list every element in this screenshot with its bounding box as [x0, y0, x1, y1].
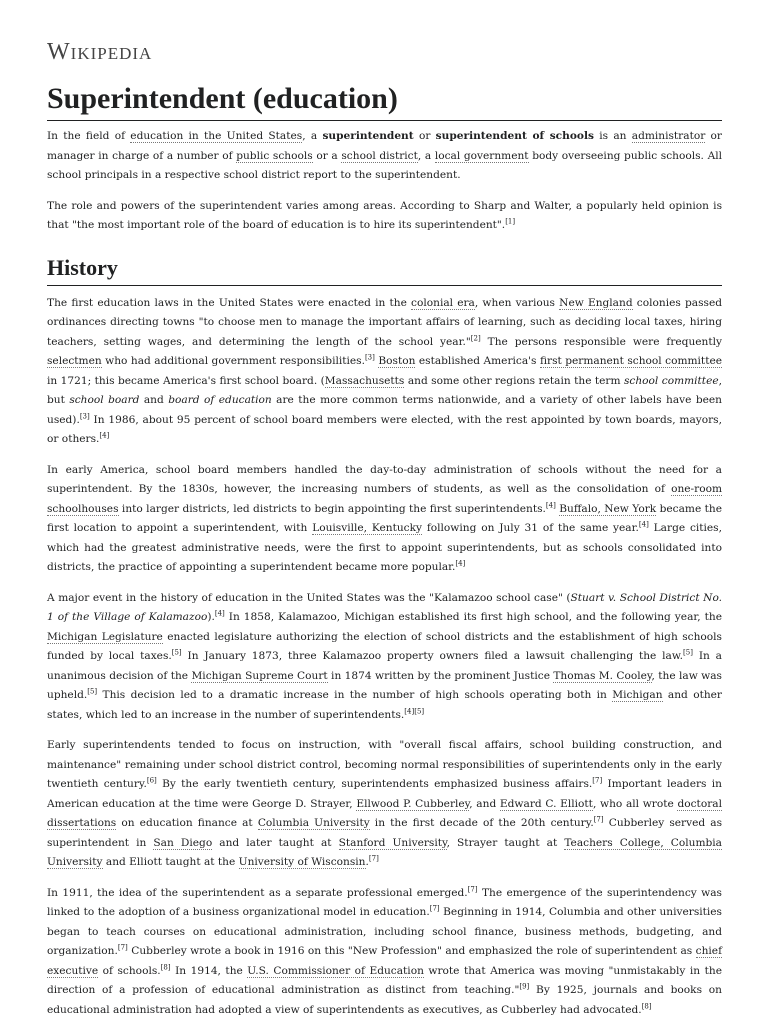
text: In 1986, about 95 percent of school board members were elected, with the rest appointed by town boards, mayors, or others. — [47, 413, 722, 445]
link-school-district[interactable]: school district — [341, 149, 418, 162]
text: enacted legislature authorizing the election of school districts and the establishment of high schools funded by local taxes. — [47, 630, 722, 662]
text: Early superintendents tended to focus on instruction, with "overall fiscal affairs, school building construction, and maintenance" remaining under school district control, becoming normal responsibilities of superintendents only in the early twentieth century. — [47, 739, 722, 790]
text: is an — [593, 130, 632, 142]
history-paragraph-2 — [47, 461, 722, 578]
italic-term: school committee — [623, 374, 719, 387]
text: and some other regions retain the term — [404, 374, 624, 387]
text: The role and powers of the superintendent varies among areas. According to Sharp and Walter, a popularly held opinion is that "the most important role of the board of education is to hire its superintendent". — [47, 199, 722, 231]
text: . — [365, 856, 369, 868]
text: or a — [312, 149, 342, 162]
citation[interactable]: [1] — [505, 217, 516, 226]
link-boston[interactable]: Boston — [378, 355, 416, 367]
citation[interactable]: [4] — [455, 559, 466, 568]
text: , but — [47, 374, 722, 406]
citation[interactable]: [4] — [99, 431, 110, 440]
text: , the law was upheld. — [47, 669, 722, 701]
citation[interactable]: [4] — [638, 520, 649, 529]
citation[interactable]: [7] — [592, 776, 603, 785]
link-michigan[interactable]: Michigan — [612, 689, 663, 701]
text: , and — [469, 797, 500, 810]
text: In 1858, Kalamazoo, Michigan established its first high school, and the following year, the — [224, 611, 723, 623]
link-stanford-university[interactable]: Stanford University — [338, 836, 447, 849]
citation[interactable]: [5] — [683, 648, 693, 657]
link-doctoral-dissertations[interactable]: doctoral dissertations — [47, 797, 722, 829]
text: into larger districts, led districts to begin appointing the first superintendents. — [118, 502, 546, 515]
text: , a — [417, 149, 435, 162]
link-university-of-wisconsin[interactable]: University of Wisconsin — [238, 856, 366, 868]
link-administrator[interactable]: administrator — [631, 130, 706, 142]
history-paragraph-5 — [47, 884, 722, 1021]
italic-term: school board — [69, 394, 140, 406]
text: The persons responsible were frequently — [480, 335, 723, 348]
text: In the field of — [47, 130, 131, 142]
text: of schools. — [98, 964, 161, 977]
text: colonies passed ordinances directing towns "to choose men to manage the important affairs of learning, such as deciding local taxes, hiring teachers, setting wages, and determining the length of the school year." — [47, 296, 722, 348]
text: Cubberley wrote a book in 1916 on this "New Profession" and emphasized the role of superintendent as — [127, 945, 696, 957]
text: , who all wrote — [592, 797, 678, 810]
text: established America's — [415, 355, 540, 367]
bold-term-superintendent: superintendent — [322, 130, 414, 142]
text: are the more common terms nationwide, and a variety of other labels have been used). — [47, 394, 723, 426]
link-one-room-schoolhouses[interactable]: one-room schoolhouses — [47, 483, 722, 515]
link-selectmen[interactable]: selectmen — [47, 355, 102, 367]
link-louisville-kentucky[interactable]: Louisville, Kentucky — [312, 522, 423, 534]
text: in 1721; this became America's first school board. ( — [47, 374, 325, 387]
wikipedia-logo[interactable]: Wikipedia — [47, 39, 153, 65]
citation[interactable]: [8] — [641, 1001, 652, 1010]
text: body overseeing public schools. All school principals in a respective school district report to the superintendent. — [47, 149, 722, 181]
link-teachers-college[interactable]: Teachers College, Columbia University — [47, 836, 722, 868]
citation[interactable]: [7] — [117, 943, 128, 952]
text: The first education laws in the United States were enacted in the — [47, 296, 412, 309]
text: ). — [207, 611, 215, 623]
text: wrote that America was moving "unmistakably in the direction of a profession of educational administration as distinct from teaching." — [47, 964, 722, 996]
text: Important leaders in American education at the time were George D. Strayer, — [47, 778, 722, 810]
bold-term-superintendent-of-schools: superintendent of schools — [435, 130, 594, 142]
citation[interactable]: [5] — [87, 687, 98, 696]
page-title: Superintendent (education) — [47, 82, 722, 121]
text: , when various — [474, 296, 560, 309]
text: This decision led to a dramatic increase in the number of high schools operating both in — [97, 689, 613, 701]
link-new-england[interactable]: New England — [559, 296, 633, 309]
link-michigan-legislature[interactable]: Michigan Legislature — [47, 630, 163, 643]
link-michigan-supreme-court[interactable]: Michigan Supreme Court — [191, 669, 328, 682]
text: , Strayer taught at — [446, 836, 565, 849]
citation[interactable]: [2] — [470, 333, 481, 342]
link-education-in-the-united-states[interactable]: education in the United States — [130, 130, 303, 142]
text: By the early twentieth century, superintendents emphasized business affairs. — [156, 778, 593, 790]
text: became the first location to appoint a superintendent, with — [47, 502, 723, 534]
text: Large cities, which had the greatest administrative needs, were the first to appoint superintendents, but as schools consolidated into districts, the practice of appointing a superintendent became more popular. — [47, 522, 722, 573]
link-edward-c-elliott[interactable]: Edward C. Elliott — [499, 797, 593, 810]
citation[interactable]: [5] — [171, 648, 182, 657]
link-san-diego[interactable]: San Diego — [153, 836, 213, 849]
link-ellwood-p-cubberley[interactable]: Ellwood P. Cubberley — [356, 797, 470, 810]
citation[interactable]: [4] — [404, 706, 415, 715]
history-paragraph-4 — [47, 736, 722, 873]
intro-paragraph-1 — [47, 127, 722, 186]
citation[interactable]: [7] — [467, 884, 478, 893]
link-thomas-m-cooley[interactable]: Thomas M. Cooley — [553, 669, 652, 682]
link-colonial-era[interactable]: colonial era — [411, 296, 475, 309]
text: In 1914, the — [170, 964, 248, 977]
text: and — [139, 394, 169, 406]
link-us-commissioner-of-education[interactable]: U.S. Commissioner of Education — [247, 964, 424, 977]
link-buffalo-new-york[interactable]: Buffalo, New York — [559, 502, 657, 515]
text: and other states, which led to an increase in the number of superintendents. — [47, 689, 722, 721]
citation[interactable]: [7] — [429, 904, 440, 913]
link-local-government[interactable]: local government — [434, 149, 529, 162]
citation[interactable]: [4] — [545, 500, 556, 509]
citation[interactable]: [8] — [160, 962, 171, 971]
text: and later taught at — [212, 836, 339, 849]
history-paragraph-1 — [47, 294, 722, 450]
text: in 1874 written by the prominent Justice — [327, 669, 554, 682]
citation[interactable]: [3] — [364, 353, 375, 362]
citation[interactable]: [7] — [368, 854, 379, 863]
link-columbia-university[interactable]: Columbia University — [257, 817, 370, 829]
text: In a unanimous decision of the — [47, 650, 722, 682]
link-massachusetts[interactable]: Massachusetts — [324, 374, 405, 387]
text: who had additional government responsibilities. — [101, 355, 365, 367]
link-first-permanent-school-committee[interactable]: first permanent school committee — [539, 355, 722, 367]
section-heading-history: History — [47, 254, 722, 286]
text: In 1911, the idea of the superintendent as a separate professional emerged. — [47, 886, 468, 899]
history-paragraph-3 — [47, 589, 722, 726]
link-public-schools[interactable]: public schools — [236, 149, 313, 162]
text: on education finance at — [116, 817, 258, 829]
text: following on July 31 of the same year. — [422, 522, 639, 534]
text: , a — [302, 130, 323, 142]
text: or manager in charge of a number of — [47, 130, 722, 162]
intro-paragraph-2 — [47, 197, 722, 236]
text: In January 1873, three Kalamazoo property owners filed a lawsuit challenging the law. — [181, 650, 684, 662]
italic-case-name: Stuart v. School District No. 1 of the Village of Kalamazoo — [47, 591, 722, 623]
citation[interactable]: [3] — [79, 411, 90, 420]
text: or — [413, 130, 436, 142]
text: Cubberley served as superintendent in — [47, 817, 723, 849]
citation[interactable]: [7] — [593, 815, 604, 824]
text: A major event in the history of education in the United States was the "Kalamazoo school case" ( — [47, 591, 571, 604]
link-chief-executive[interactable]: chief executive — [47, 945, 722, 977]
citation[interactable]: [5] — [414, 706, 425, 715]
text: and Elliott taught at the — [102, 856, 239, 868]
italic-term: board of education — [168, 394, 272, 406]
text: Beginning in 1914, Columbia and other universities began to teach courses on educational administration, including school finance, business methods, budgeting, and organization. — [47, 906, 722, 957]
citation[interactable]: [9] — [519, 982, 530, 991]
text: In early America, school board members handled the day-to-day administration of schools without the need for a superintendent. By the 1830s, however, the increasing numbers of students, as well as the consolidation of — [47, 463, 722, 495]
text: The emergence of the superintendency was linked to the adoption of a business organizational model in education. — [47, 886, 722, 918]
text: in the first decade of the 20th century. — [369, 817, 594, 829]
citation[interactable]: [4] — [214, 609, 225, 618]
citation[interactable]: [6] — [146, 776, 157, 785]
text: By 1925, journals and books on educational administration had adopted a view of superintendents as executives, as Cubberley had advocated. — [47, 984, 722, 1016]
